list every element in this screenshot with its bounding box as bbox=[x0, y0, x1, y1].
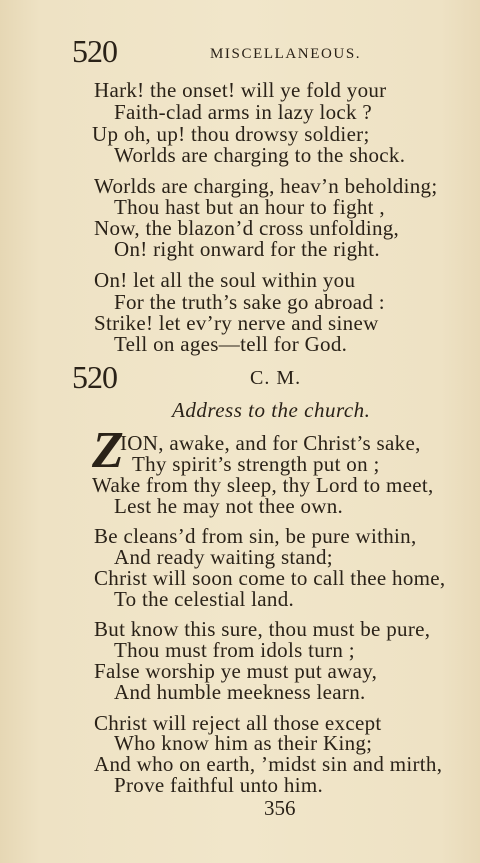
verse-line: Now, the blazon’d cross unfolding, bbox=[94, 216, 400, 240]
verse-line: False worship ye must put away, bbox=[94, 659, 378, 683]
verse-line: Thou must from idols turn ; bbox=[114, 638, 355, 662]
verse-line: Christ will reject all those except bbox=[94, 711, 382, 735]
verse-line: Worlds are charging to the shock. bbox=[114, 143, 406, 167]
hymn-meter: C. M. bbox=[250, 367, 302, 389]
verse-line: For the truth’s sake go abroad : bbox=[114, 290, 385, 314]
verse-line: Thou hast but an hour to fight , bbox=[114, 195, 385, 219]
verse-line: And humble meekness learn. bbox=[114, 680, 366, 704]
verse-line: On! right onward for the right. bbox=[114, 237, 380, 261]
verse-line: ION, awake, and for Christ’s sake, bbox=[120, 431, 421, 455]
verse-line: Tell on ages—tell for God. bbox=[114, 332, 348, 356]
hymn-heading bbox=[72, 360, 372, 396]
verse-line: Strike! let ev’ry nerve and sinew bbox=[94, 311, 379, 335]
verse-line: Lest he may not thee own. bbox=[114, 494, 344, 518]
running-hymn-number: 520 bbox=[72, 33, 117, 69]
page-folio: 356 bbox=[264, 796, 296, 820]
verse-line: Who know him as their King; bbox=[114, 731, 373, 755]
verse-line: Up oh, up! thou drowsy soldier; bbox=[92, 122, 370, 146]
verse-line: Faith-clad arms in lazy lock ? bbox=[114, 100, 372, 124]
verse-line: Wake from thy sleep, thy Lord to meet, bbox=[92, 473, 434, 497]
verse-line: Be cleans’d from sin, be pure within, bbox=[94, 524, 417, 548]
hymn-number: 520 bbox=[72, 359, 117, 395]
verse-line: But know this sure, thou must be pure, bbox=[94, 617, 431, 641]
running-header bbox=[72, 32, 362, 72]
verse-line: Hark! the onset! will ye fold your bbox=[94, 78, 387, 102]
section-title: MISCELLANEOUS. bbox=[210, 46, 362, 62]
verse-line: To the celestial land. bbox=[114, 587, 295, 611]
verse-line: Thy spirit’s strength put on ; bbox=[132, 452, 380, 476]
hymn-title: Address to the church. bbox=[172, 398, 371, 422]
verse-line: Christ will soon come to call thee home, bbox=[94, 566, 446, 590]
verse-line: On! let all the soul within you bbox=[94, 268, 356, 292]
verse-line: And ready waiting stand; bbox=[114, 545, 333, 569]
verse-line: And who on earth, ’midst sin and mirth, bbox=[94, 752, 443, 776]
verse-line: Prove faithful unto him. bbox=[114, 773, 324, 797]
verse-line: Worlds are charging, heav’n beholding; bbox=[94, 174, 438, 198]
drop-cap: Z bbox=[92, 422, 124, 479]
